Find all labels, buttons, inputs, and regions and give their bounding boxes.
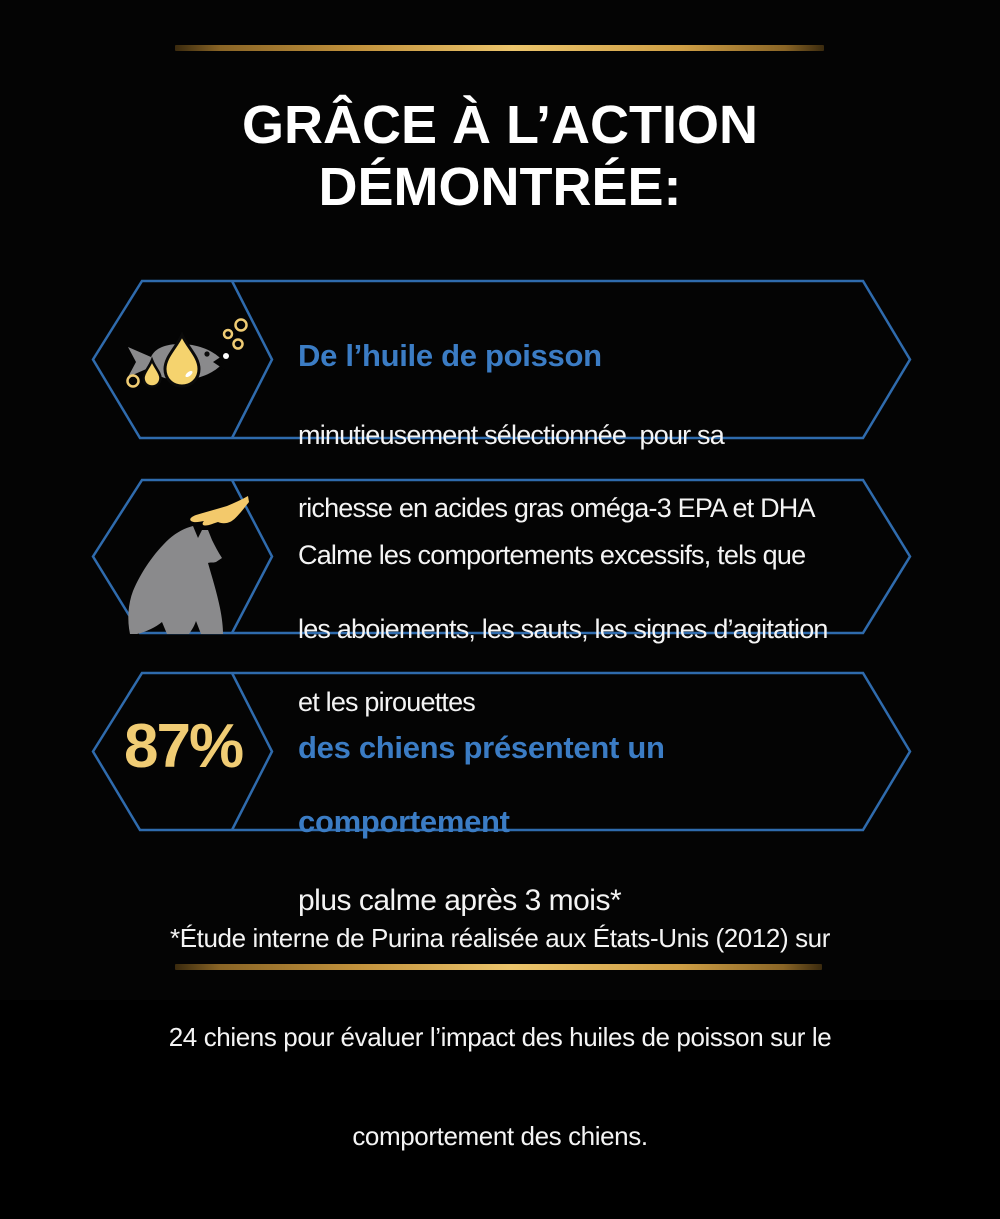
dog-petting-icon [128, 496, 249, 634]
petting-hand [190, 496, 249, 526]
section2-body-line1: Calme les comportements excessifs, tels que [298, 540, 806, 570]
page-title-line2: DÉMONTRÉE: [318, 157, 682, 217]
dog-silhouette [128, 526, 223, 634]
section3-body: plus calme après 3 mois* [298, 884, 622, 917]
bottom-gold-divider [175, 964, 822, 970]
section2-body-line2: les aboiements, les sauts, les signes d’agitation [298, 613, 828, 644]
footnote-line2: 24 chiens pour évaluer l’impact des huiles de poisson sur le [168, 1022, 832, 1052]
section1-heading: De l’huile de poisson [298, 338, 602, 373]
section1-body-line2: richesse en acides gras oméga-3 EPA et DHA [298, 493, 815, 523]
footnote-line3: comportement des chiens. [352, 1121, 648, 1151]
section3-heading-line2: comportement [298, 804, 510, 839]
section1-body-line1: minutieusement sélectionnée pour sa [298, 420, 724, 450]
stat-percentage: 87% [124, 712, 243, 781]
page-title-line1: GRÂCE À L’ACTION [241, 95, 758, 155]
footnote-line1: *Étude interne de Purina réalisée aux États-Unis (2012) sur [170, 923, 830, 953]
footnote [0, 856, 1000, 1219]
section2-body-line3: et les pirouettes [298, 687, 476, 717]
section3-heading-line1: des chiens présentent un [298, 730, 665, 765]
fish-oil-icon [128, 320, 247, 387]
